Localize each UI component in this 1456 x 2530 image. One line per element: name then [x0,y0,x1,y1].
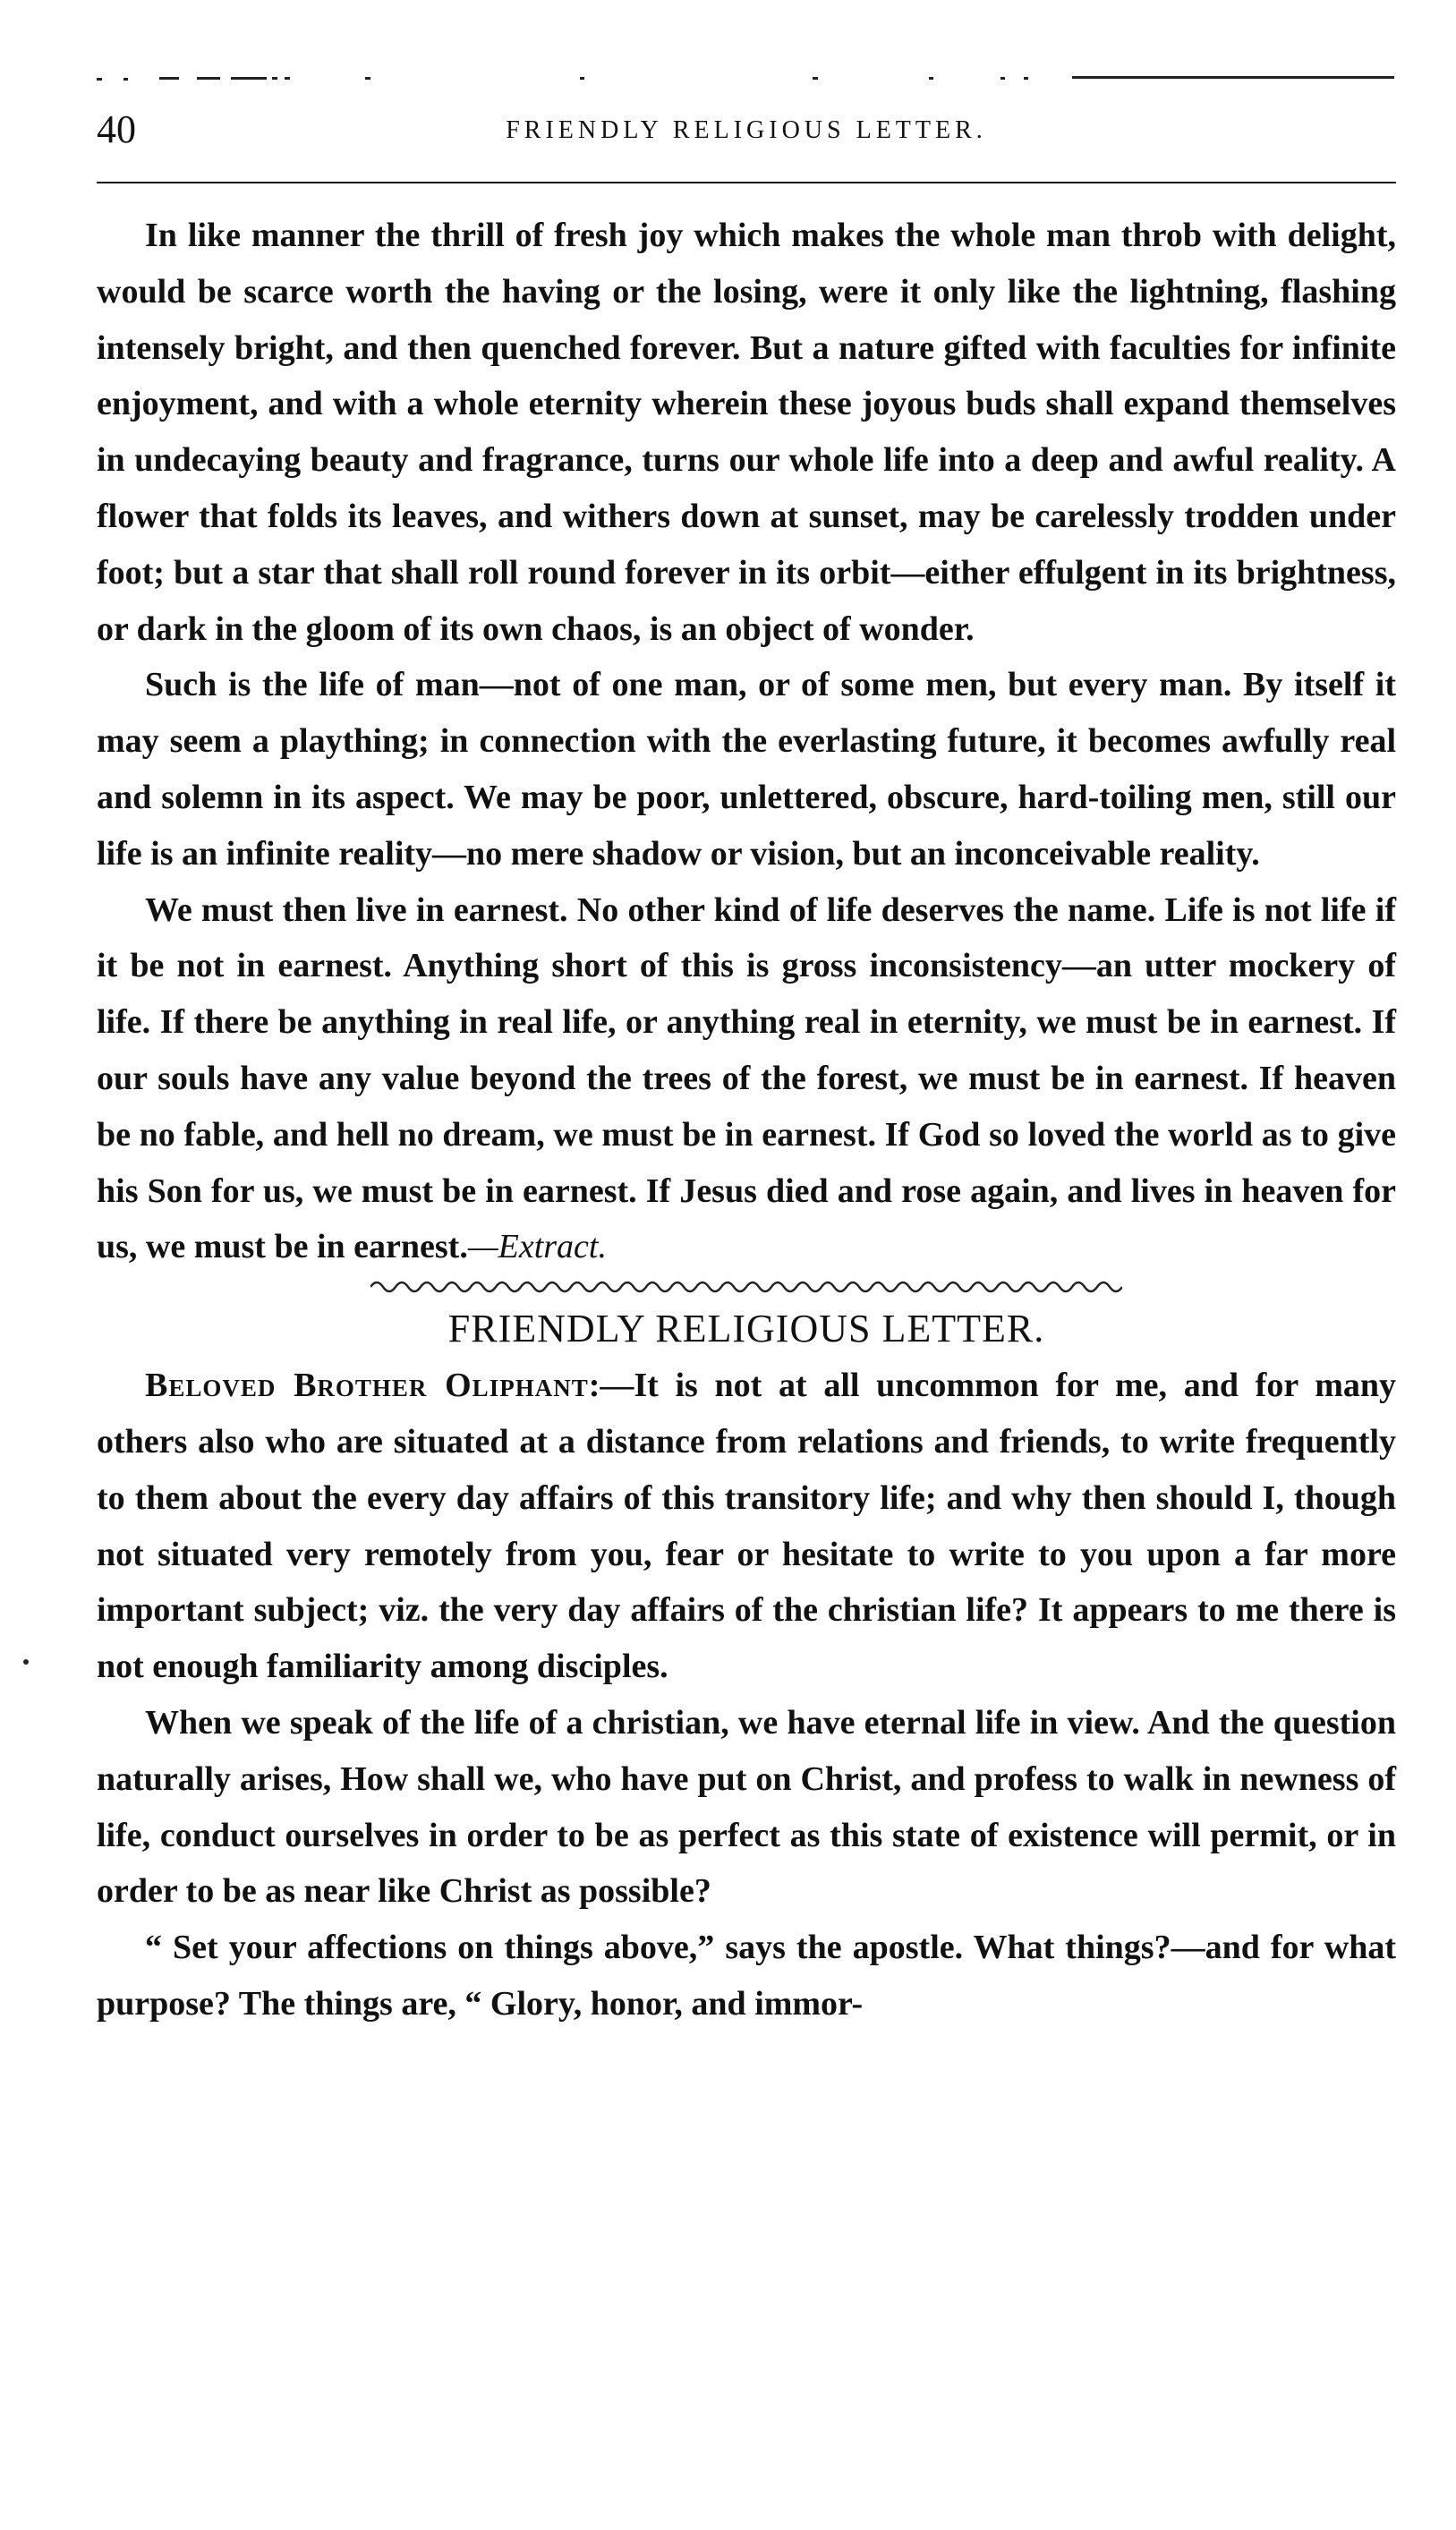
letter-opening-paragraph [97,1358,1396,1695]
header-rule [97,182,1396,183]
letter-paragraph-3: “ Set your affections on things above,” says the apostle. What things?—and for what purpose? The things are, “ Glory, honor, and immor- [97,1929,1396,2023]
letter-title: FRIENDLY RELIGIOUS LETTER. [447,1307,1045,1351]
running-title: FRIENDLY RELIGIOUS LETTER. [506,116,987,144]
extract-paragraph-3-text: We must then live in earnest. No other kind of life deserves the name. Life is not life if it be not in earnest. Anything short of this is gross inconsistency—an utter mockery of life. If there be anything in real life, or anything real in eternity, we must be in earnest. If our souls have any value beyond the trees of the forest, we must be in earnest. If heaven be no fable, and hell no dream, we must be in earnest. If God so loved the world as to give his Son for us, we must be in earnest. If Jesus died and rose again, and lives in heaven for us, we must be in earnest. [97,890,1396,1266]
extract-paragraph-3 [97,882,1396,1276]
margin-speck [23,1659,29,1665]
extract-paragraph-1: In like manner the thrill of fresh joy which makes the whole man throb with delight, would be scarce worth the having or the losing, were it only like the lightning, flashing intensely bright, and then quenched forever. But a nature gifted with faculties for infinite enjoyment, and with a whole eternity wherein these joyous buds shall expand themselves in undecaying beauty and fragrance, turns our whole life into a deep and awful reality. A flower that folds its leaves, and withers down at sunset, may be carelessly trodden under foot; but a star that shall roll round forever in its orbit—either effulgent in its brightness, or dark in the gloom of its own chaos, is an object of wonder. [97,217,1396,648]
wavy-section-divider [370,1277,1122,1297]
extract-signature: —Extract. [467,1228,607,1266]
letter-salutation: Beloved Brother Oliphant [145,1367,589,1405]
letter-opening-text: :—It is not at all uncommon for me, and for many others also who are situated at a distance from relations and friends, to write frequently to them about the every day affairs of this transitory life; and why then should I, though not situated very remotely from you, fear or hesitate to write to you upon a far more important subject; viz. the very day affairs of the christian life? It appears to me there is not enough familiarity among disciples. [97,1367,1396,1686]
page-body [97,208,1396,2032]
letter-paragraph-2: When we speak of the life of a christian, we have eternal life in view. And the question naturally arises, How shall we, who have put on Christ, and profess to walk in newness of life, conduct ourselves in order to be as perfect as this state of existence will permit, or in order to be as near like Christ as possible? [97,1703,1396,1911]
extract-paragraph-2: Such is the life of man—not of one man, or of some men, but every man. By itself it may seem a plaything; in connection with the everlasting future, it becomes awfully real and solemn in its aspect. We may be poor, unlettered, obscure, hard-toiling men, still our life is an infinite reality—no mere shadow or vision, but an inconceivable reality. [97,666,1396,873]
running-head [97,107,1396,152]
page-number: 40 [97,107,136,151]
page-top-edge-marks [97,72,1394,84]
